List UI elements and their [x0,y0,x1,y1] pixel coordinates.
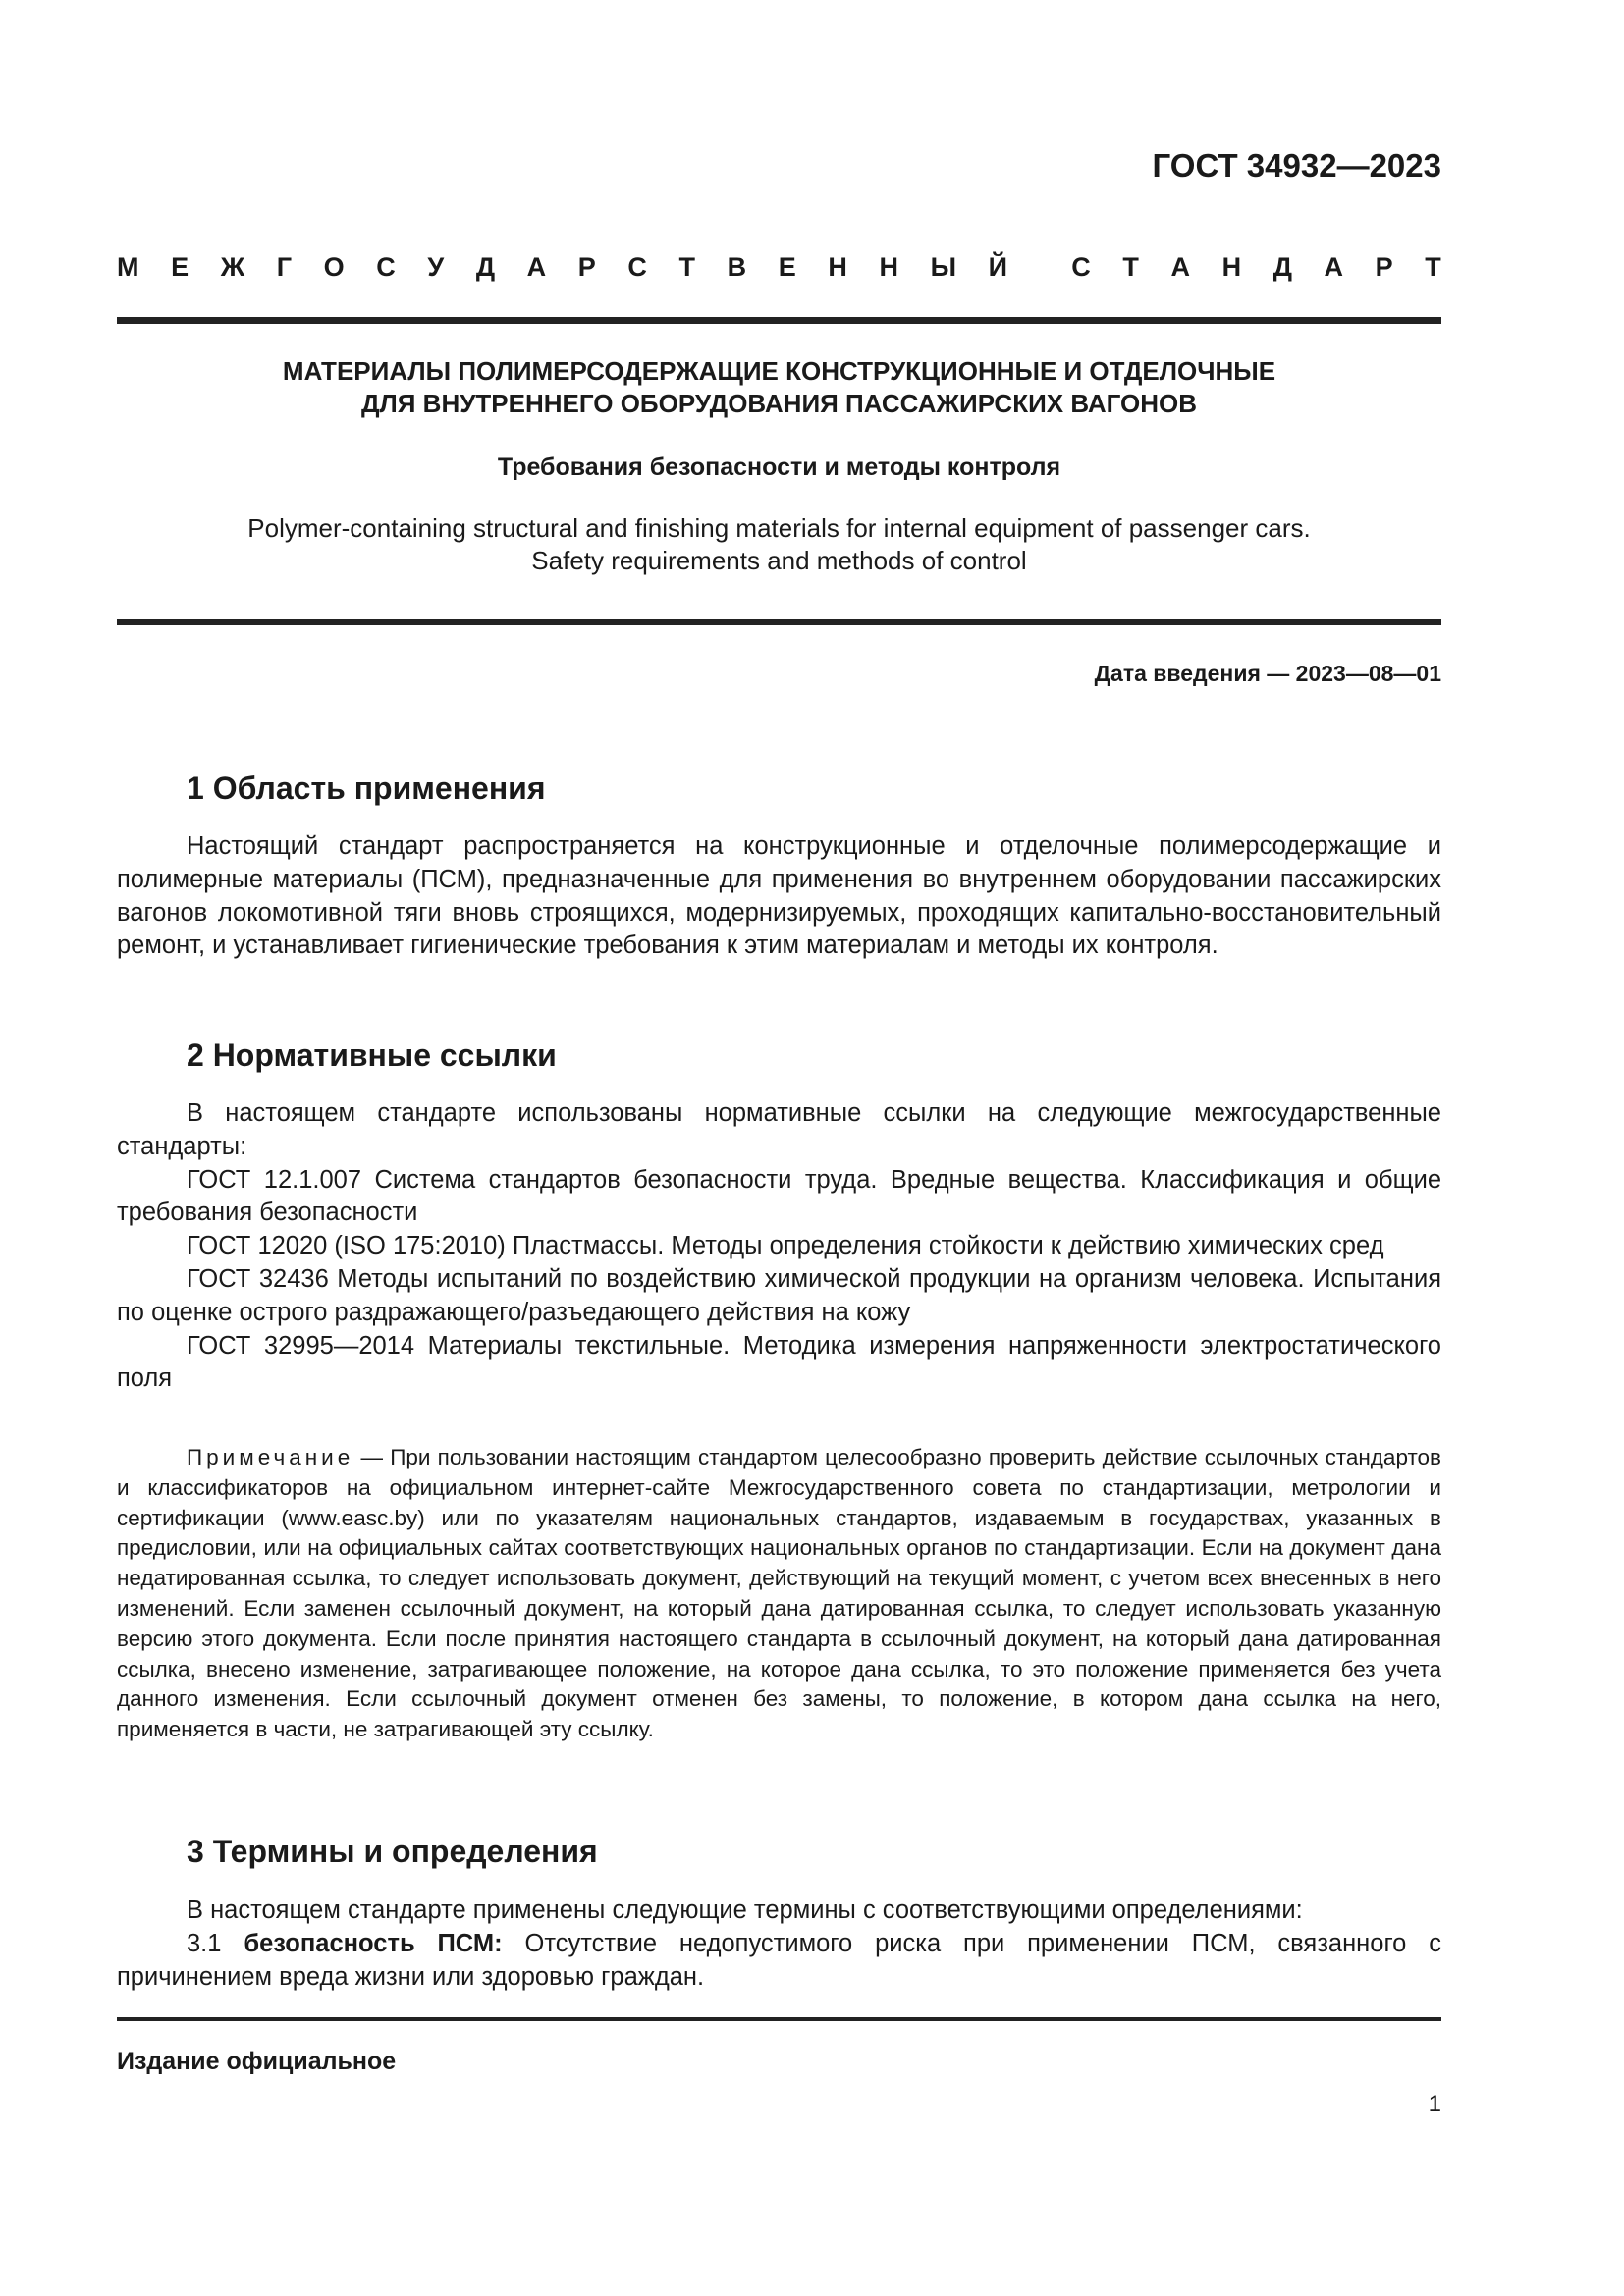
divider [117,317,1441,324]
definition: Отсутствие недопустимого риска при применении ПСМ, связанного с причинением вреда жизни или здоровью граждан. [117,1929,1441,1991]
paragraph: Настоящий стандарт распространяется на конструкционные и отделочные полимерсодержащие и полимерные материалы (ПСМ), предназначенные для применения во внутреннем оборудовании пассажирских вагонов локомотивной тяги вновь строящихся, модернизируемых, проходящих капитально-восстановительный ремонт, и устанавливает гигиенические требования к этим материалам и методы их контроля. [117,832,1441,960]
banner-letter: Н [1221,252,1242,282]
banner-letter: О [323,252,345,282]
title-line: МАТЕРИАЛЫ ПОЛИМЕРСОДЕРЖАЩИЕ КОНСТРУКЦИОННЫЕ И ОТДЕЛОЧНЫЕ [282,356,1276,386]
banner-letter: Г [276,252,293,282]
reference-item: ГОСТ 32436 Методы испытаний по воздействию химической продукции на организм человека. Испытания по оценке острого раздражающего/разъедающего действия на кожу [117,1264,1441,1326]
banner-letter: А [526,252,547,282]
note-text: — При пользовании настоящим стандартом целесообразно проверить действие ссылочных стандартов и классификаторов на официальном интернет-сайте Межгосударственного совета по стандартизации, метрологии и сертификации (www.easc.by) или по указателям национальных стандартов, издаваемым в государствах, указанных в предисловии, или на официальных сайтах соответствующих национальных органов по стандартизации. Если на документ дана недатированная ссылка, то следует использовать документ, действующий на текущий момент, с учетом всех внесенных в него изменений. Если заменен ссылочный документ, на который дана датированная ссылка, то следует использовать указанную версию этого документа. Если после принятия настоящего стандарта в ссылочный документ, на который дана датированная ссылка, внесено изменение, затрагивающее положение, на которое дана ссылка, то это положение применяется без учета данного изменения. Если ссылочный документ отменен без замены, то положение, в котором дана ссылка на него, применяется в части, не затрагивающей эту ссылку. [117,1445,1441,1742]
reference-item: ГОСТ 12.1.007 Система стандартов безопасности труда. Вредные вещества. Классификация и общие требования безопасности [117,1165,1441,1227]
banner-letter: С [1071,252,1091,282]
banner-letter: Т [1425,252,1441,282]
banner-letter: С [627,252,647,282]
banner-letter: Й [988,252,1008,282]
banner-letter: Т [678,252,696,282]
banner-letter: А [1170,252,1190,282]
banner-letter: Т [1122,252,1139,282]
banner-letter: Н [828,252,847,282]
banner-letter: Е [778,252,796,282]
banner-letter: М [117,252,139,282]
english-title [117,512,1441,577]
reference-item: ГОСТ 12020 (ISO 175:2010) Пластмассы. Методы определения стойкости к действию химических сред [187,1232,1384,1260]
document-number: ГОСТ 34932—2023 [1152,147,1441,184]
banner-letter: Д [475,252,496,282]
term-number: 3.1 [187,1929,244,1957]
english-title-line: Polymer-containing structural and finishing materials for internal equipment of passenger cars. [247,513,1311,543]
reference-item: ГОСТ 32995—2014 Материалы текстильные. Методика измерения напряженности электростатического поля [117,1331,1441,1393]
banner-letter: Ж [220,252,245,282]
divider [117,2017,1441,2021]
note-label: Примечание [187,1445,354,1469]
section-heading: 1 Область применения [187,771,546,806]
page-number: 1 [1428,2091,1441,2117]
banner-letter: С [376,252,396,282]
banner-letter: Р [1375,252,1393,282]
edition-label: Издание официальное [117,2048,397,2075]
title-line: ДЛЯ ВНУТРЕННЕГО ОБОРУДОВАНИЯ ПАССАЖИРСКИХ ВАГОНОВ [360,389,1197,418]
document-title [117,355,1441,420]
divider [117,619,1441,625]
term: безопасность ПСМ: [244,1929,503,1957]
banner-letter: А [1324,252,1344,282]
banner-letter: Ы [930,252,957,282]
banner-letter: В [727,252,747,282]
banner-letter: Р [577,252,596,282]
term-definition [117,1928,1441,1995]
document-subtitle: Требования безопасности и методы контроля [497,454,1061,481]
section-heading: 3 Термины и определения [187,1834,598,1869]
banner-letter: Н [879,252,898,282]
english-title-line: Safety requirements and methods of control [531,546,1027,575]
banner-letter: Е [171,252,189,282]
banner-letter: У [427,252,445,282]
effective-date: Дата введения — 2023—08—01 [1094,661,1441,686]
note [117,1443,1441,1745]
banner-letter: Д [1272,252,1292,282]
section-heading: 2 Нормативные ссылки [187,1038,557,1073]
paragraph: В настоящем стандарте использованы нормативные ссылки на следующие межгосударственные стандарты: [117,1099,1441,1160]
interstate-standard-banner [117,252,1441,283]
paragraph: В настоящем стандарте применены следующие термины с соответствующими определениями: [187,1896,1303,1924]
